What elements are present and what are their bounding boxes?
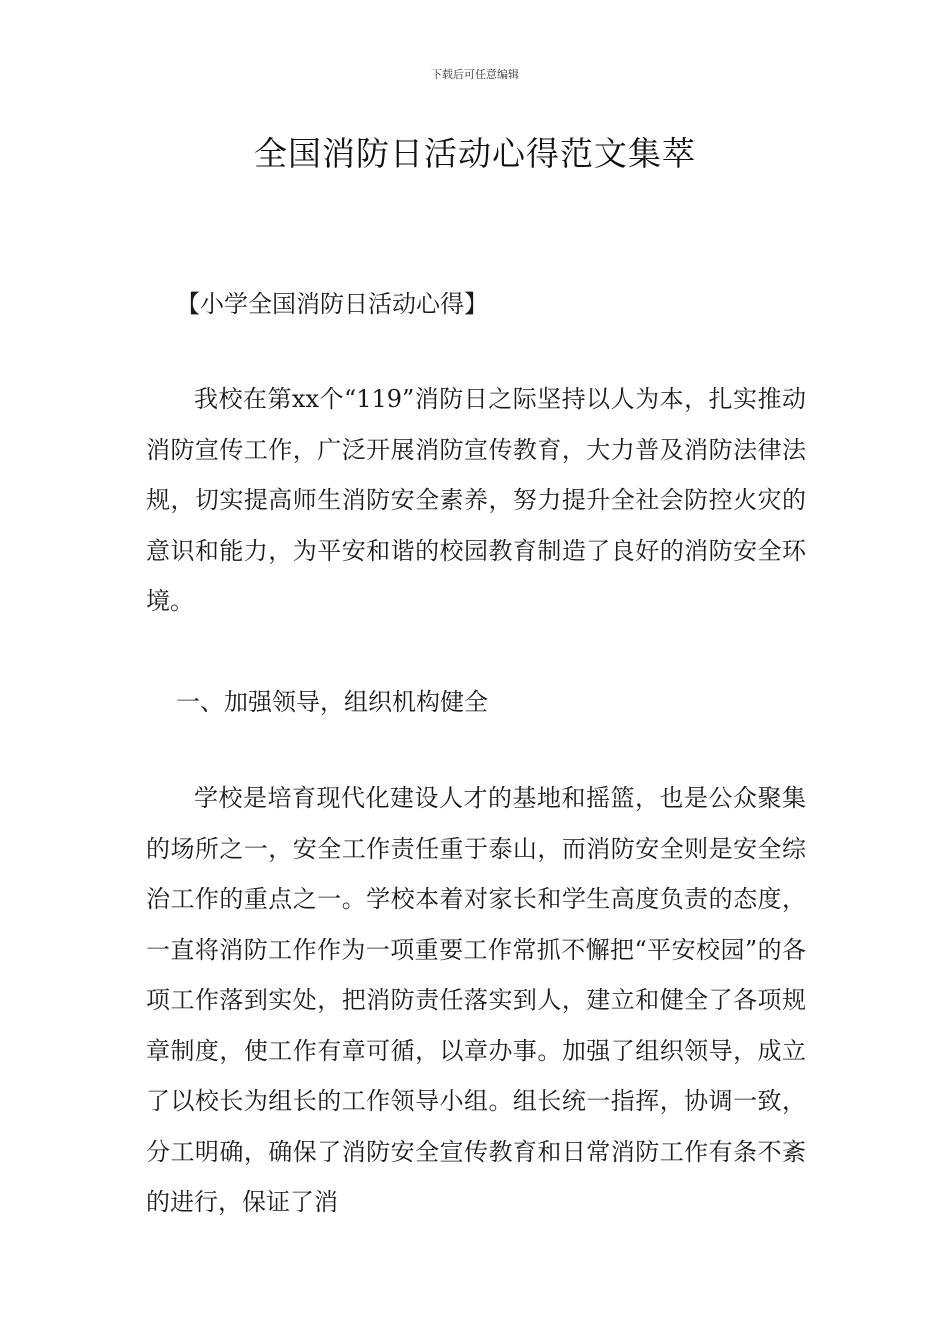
intro-paragraph: 我校在第xx个“119”消防日之际坚持以人为本，扎实推动消防宣传工作，广泛开展消防宣传教育，大力普及消防法律法规，切实提高师生消防安全素养，努力提升全社会防控火灾的意识和能力，为平安和谐的校园教育制造了良好的消防安全环境。 xyxy=(146,385,806,615)
header-note: 下载后可任意编辑 xyxy=(431,68,519,81)
section-heading: 【小学全国消防日活动心得】 xyxy=(176,290,488,318)
subsection-heading: 一、加强领导，组织机构健全 xyxy=(176,688,488,716)
body-paragraph: 学校是培育现代化建设人才的基地和摇篮，也是公众聚集的场所之一，安全工作责任重于泰山，而消防安全则是安全综治工作的重点之一。学校本着对家长和学生高度负责的态度，一直将消防工作作为一项重要工作常抓不懈把“平安校园”的各项工作落到实处，把消防责任落实到人，建立和健全了各项规章制度，使工作有章可循，以章办事。加强了组织领导，成立了以校长为组长的工作领导小组。组长统一指挥，协调一致，分工明确，确保了消防安全宣传教育和日常消防工作有条不紊的进行，保证了消 xyxy=(146,784,806,1216)
document-title: 全国消防日活动心得范文集萃 xyxy=(254,134,696,173)
